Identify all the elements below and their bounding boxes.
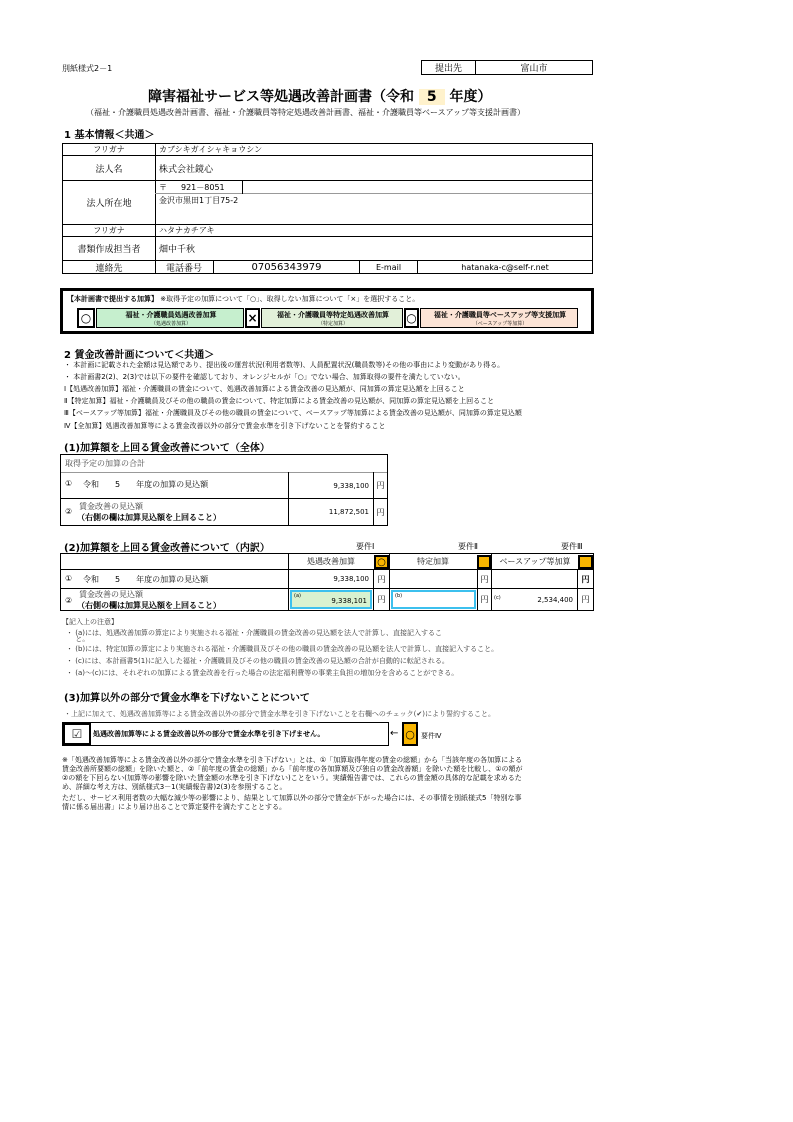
- notes-item-3: ・ (c)には、本計画書5(1)に記入した福祉・介護職員及びその他の職員の賃金改善の見込額の合計が自動的に転記される。: [66, 657, 449, 665]
- submit-to-label: 提出先: [421, 60, 476, 75]
- sub2-row2-yen2: 円: [480, 595, 489, 604]
- section2-note-6: Ⅳ【全加算】処遇改善加算等による賃金改善以外の部分で賃金水準を引き下げないことを誓約すること: [64, 422, 386, 430]
- addon2-mark[interactable]: ×: [245, 308, 260, 328]
- addon1-mark[interactable]: ○: [77, 308, 95, 328]
- sub2-table: [60, 553, 594, 611]
- notes-item-1: ・ (a)には、処遇改善加算の算定により実施される福祉・介護職員の賃金改善の見込額を法人で計算し、直接記入するこ: [66, 629, 442, 637]
- addon3-sub: （ベースアップ等加算）: [472, 321, 528, 327]
- sub1-table: [60, 454, 388, 526]
- email-label: E-mail: [375, 262, 402, 272]
- sub1-row1-label: 令和 5 年度の加算の見込額: [83, 480, 209, 489]
- sub2-row2-label-a: 賃金改善の見込額: [79, 590, 143, 599]
- postal-code: 921－8051: [181, 182, 225, 192]
- req2-label: 要件Ⅱ: [458, 542, 478, 551]
- furigana2-label: フリガナ: [93, 226, 125, 235]
- basic-info-table: [62, 143, 593, 274]
- addon1-cell: [96, 308, 244, 328]
- sub1-row2-no: ②: [65, 507, 73, 516]
- furigana-label: フリガナ: [93, 145, 125, 154]
- section1-heading: 1 基本情報＜共通＞: [64, 130, 155, 141]
- address-field[interactable]: 金沢市黒田1丁目75-2: [159, 195, 239, 205]
- sub2-row1-value1: 9,338,100: [333, 575, 369, 583]
- sub2-heading: (2)加算額を上回る賃金改善について（内訳）: [64, 543, 270, 554]
- sub1-row2-label-b: （右側の欄は加算見込額を上回ること）: [77, 513, 221, 522]
- sub2-row1-yen1: 円: [377, 574, 386, 584]
- corp-name-label: 法人名: [95, 164, 123, 175]
- footnote-5: ただし、サービス利用者数の大幅な減少等の影響により、結果として加算以外の部分で賃金が下がった場合には、その事情を別紙様式5「特別な事: [62, 794, 522, 802]
- footnote-2: 賃金改善所要額の総額」を除いた額と、②「前年度の賃金の総額」から「前年度の各加算額及び独自の賃金改善額」を除いた額を比較し、①の額が: [62, 765, 523, 773]
- req3-label: 要件Ⅲ: [561, 542, 583, 551]
- contact-label: 連絡先: [95, 263, 123, 274]
- plan-box-note: ※取得予定の加算について「○」、取得しない加算について「×」を選択すること。: [160, 295, 420, 303]
- sub1-row1-no: ①: [65, 479, 73, 488]
- addon2-label: 福祉・介護職員等特定処遇改善加算: [277, 311, 389, 319]
- author-label: 書類作成担当者: [77, 245, 141, 255]
- sub1-row2-value: 11,872,501: [328, 508, 369, 516]
- field-b-tag: (b): [395, 593, 403, 599]
- col-baseup-header: ベースアップ等加算: [499, 557, 571, 566]
- sub2-row2-label-b: （右側の欄は加算見込額を上回ること）: [77, 601, 221, 610]
- phone-label: 電話番号: [165, 263, 202, 274]
- title-year[interactable]: 5: [419, 89, 445, 105]
- title-prefix: 障害福祉サービス等処遇改善計画書（令和: [148, 89, 414, 105]
- section2-note-5: Ⅲ【ベースアップ等加算】福祉・介護職員及びその他の職員の賃金について、ベースアップ等加算による賃金改善の見込額が、同加算の算定見込額: [64, 409, 522, 417]
- addon2-cell: [261, 308, 403, 328]
- sub1-row1-value: 9,338,100: [333, 481, 369, 490]
- plan-box-header: [67, 294, 419, 304]
- addon3-label: 福祉・介護職員等ベースアップ等支援加算: [433, 311, 567, 319]
- sub3-intro: ・上記に加えて、処遇改善加算等による賃金改善以外の部分で賃金水準を引き下げないことを右欄へのチェック(✔)により誓約すること。: [64, 710, 495, 718]
- furigana-field[interactable]: カブシキガイシャキョウシン: [159, 145, 263, 154]
- page-title: [148, 86, 492, 106]
- notes-item-2: ・ (b)には、特定加算の算定により実施される福祉・介護職員及びその他の職員の賃金改善の見込額を法人で計算し、直接記入すること。: [66, 645, 499, 653]
- notes-item-4: ・ (a)～(c)には、それぞれの加算による賃金改善を行った場合の法定福利費等の事業主負担の増加分を含めることができる。: [66, 669, 459, 677]
- req2-mark[interactable]: [477, 555, 491, 569]
- field-c-tag: (c): [494, 595, 501, 601]
- email-field[interactable]: hatanaka-c@self-r.net: [461, 262, 549, 272]
- req1-label: 要件Ⅰ: [356, 542, 375, 551]
- sub2-row2-yen3: 円: [581, 595, 590, 604]
- addon1-label: 福祉・介護職員処遇改善加算: [125, 311, 217, 319]
- req3-mark[interactable]: [578, 555, 593, 569]
- sub3-heading: (3)加算以外の部分で賃金水準を下げないことについて: [64, 693, 310, 704]
- pledge-checkbox[interactable]: ☑: [63, 723, 91, 745]
- field-a-value: 9,338,101: [331, 597, 367, 605]
- req4-mark[interactable]: ○: [402, 722, 418, 746]
- sub2-row1-yen3: 円: [581, 574, 590, 584]
- field-c-value: 2,534,400: [537, 595, 573, 604]
- author-field[interactable]: 畑中千秋: [159, 245, 196, 255]
- pledge-text: 処遇改善加算等による賃金改善以外の部分で賃金水準を引き下げません。: [93, 730, 325, 738]
- sub1-row1-yen: 円: [376, 481, 385, 490]
- section2-heading: 2 賃金改善計画について＜共通＞: [64, 350, 215, 361]
- notes-title: 【記入上の注意】: [62, 618, 118, 626]
- page-subtitle: （福祉・介護職員処遇改善計画書、福祉・介護職員等特定処遇改善計画書、福祉・介護職員等ベースアップ等支援計画書）: [86, 108, 526, 117]
- field-b[interactable]: [391, 590, 476, 609]
- addon2-sub: （特定加算）: [317, 321, 348, 327]
- section2-note-3: Ⅰ【処遇改善加算】福祉・介護職員の賃金について、処遇改善加算による賃金改善の見込額が、同加算の算定見込額を上回ること: [64, 385, 465, 393]
- pledge-arrow: ←: [390, 728, 399, 739]
- sub1-row2-yen: 円: [376, 507, 385, 517]
- sub1-total-label: 取得予定の加算の合計: [65, 459, 145, 468]
- sub2-row1-label: 令和 5 年度の加算の見込額: [83, 575, 209, 584]
- sub2-row2-no: ②: [65, 596, 73, 605]
- section2-note-1: ・ 本計画に記載された金額は見込額であり、提出後の運営状況(利用者数等)、人員配置状況(職員数等)その他の事由により変動があり得る。: [64, 361, 505, 369]
- sub1-row2-label-a: 賃金改善の見込額: [79, 502, 143, 511]
- notes-item-1b: と。: [66, 635, 90, 643]
- form-number: 別紙様式2－1: [62, 64, 113, 73]
- addon3-mark[interactable]: ○: [404, 308, 419, 328]
- sub1-heading: (1)加算額を上回る賃金改善について（全体）: [64, 443, 270, 454]
- footnote-1: ※「処遇改善加算等による賃金改善以外の部分で賃金水準を引き下げない」とは、①「加算取得年度の賃金の総額」から「当該年度の各加算による: [62, 756, 523, 764]
- footnote-4: め、詳細な考え方は、別紙様式3－1(実績報告書)2(3)を参照すること。: [62, 783, 287, 791]
- title-suffix: 年度）: [449, 89, 492, 105]
- furigana2-field[interactable]: ハタナカチアキ: [159, 226, 215, 235]
- section2-note-4: Ⅱ【特定加算】福祉・介護職員及びその他の職員の賃金について、特定加算による賃金改善の見込額が、同加算の算定見込額を上回ること: [64, 397, 495, 405]
- field-a[interactable]: [290, 590, 372, 609]
- address-label: 法人所在地: [86, 199, 132, 209]
- field-a-tag: (a): [294, 593, 301, 599]
- plan-addon-box: [60, 288, 594, 334]
- sub2-row2-yen1: 円: [377, 595, 386, 604]
- section2-note-2: ・ 本計画書2(2)、2(3)では以下の要件を確認しており、オレンジセルが「○」でない場合、加算取得の要件を満たしていない。: [64, 373, 465, 381]
- sub2-row1-no: ①: [65, 574, 73, 583]
- addon3-cell: [420, 308, 578, 328]
- sub2-row1-yen2: 円: [480, 574, 489, 584]
- req1-mark[interactable]: ○: [374, 555, 389, 569]
- col-tokutei-header: 特定加算: [417, 557, 449, 566]
- col-shogu-header: 処遇改善加算: [307, 557, 355, 566]
- req4-label: 要件Ⅳ: [421, 732, 442, 740]
- submit-to-value[interactable]: 富山市: [475, 60, 593, 75]
- postal-mark: 〒: [159, 182, 167, 192]
- footnote-6: 情に係る届出書」により届け出ることで算定要件を満たすこととする。: [62, 803, 286, 811]
- corp-name-field[interactable]: 株式会社鏡心: [159, 164, 214, 175]
- addon1-sub: （処遇改善加算）: [150, 321, 191, 327]
- footnote-3: ②の額を下回らない(加算等の影響を除いた賃金額の水準を引き下げない)ことをいう。実績報告書では、これらの賃金額の具体的な記載を求めるた: [62, 774, 522, 782]
- plan-box-title: 【本計画書で提出する加算】: [67, 295, 158, 303]
- postal-field[interactable]: [155, 181, 225, 193]
- phone-field[interactable]: 07056343979: [251, 261, 322, 273]
- pledge-box: [62, 722, 389, 746]
